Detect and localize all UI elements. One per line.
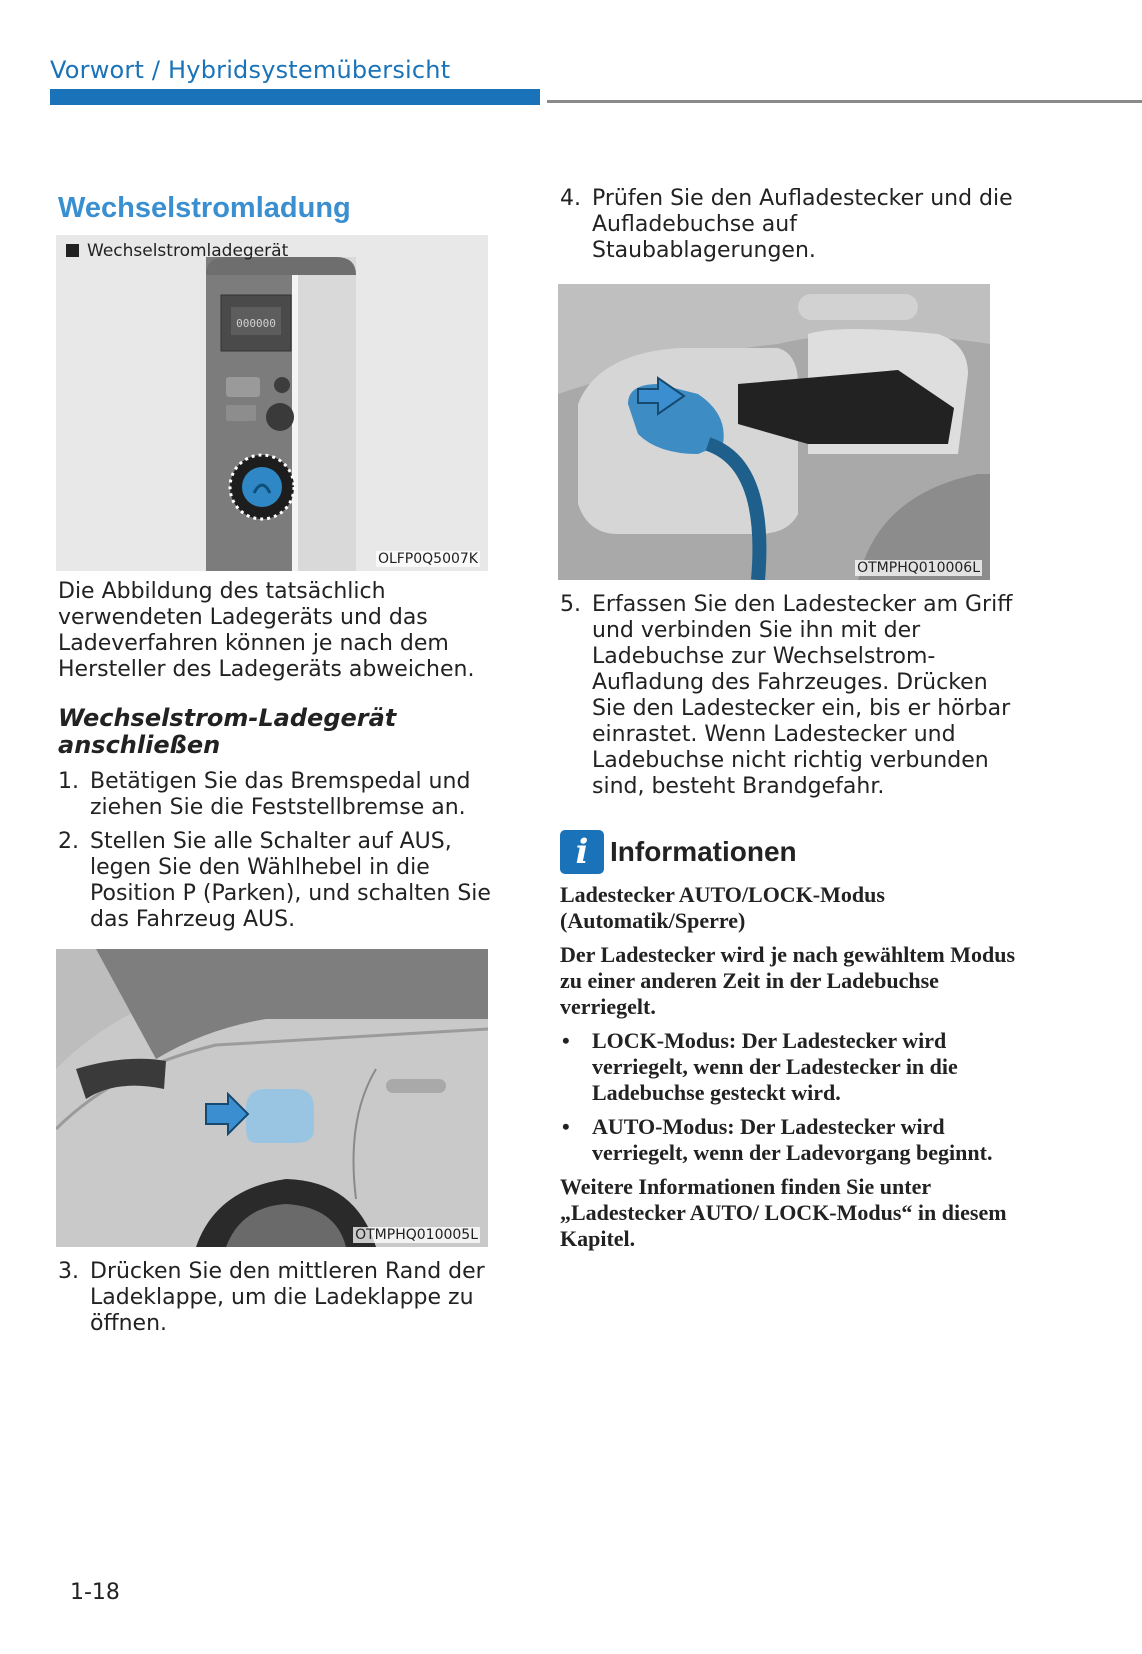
bullet-icon: • bbox=[562, 1028, 570, 1053]
breadcrumb: Vorwort / Hybridsystemübersicht bbox=[50, 56, 451, 84]
info-header bbox=[560, 830, 1020, 874]
info-heading: Ladestecker AUTO/LOCK-Modus (Automatik/Sperre) bbox=[560, 882, 885, 933]
intro-paragraph: Die Abbildung des tatsächlich verwendeten Ladegeräts und das Ladeverfahren können je nach dem Hersteller des Ladegeräts abweichen. bbox=[58, 579, 475, 682]
list-item: 4. Prüfen Sie den Aufladestecker und die Aufladebuchse auf Staubablagerungen. bbox=[560, 186, 1013, 263]
list-item: 2. Stellen Sie alle Schalter auf AUS, legen Sie den Wählhebel in die Position P (Parken), und schalten Sie das Fahrzeug AUS. bbox=[58, 829, 491, 932]
right-column bbox=[560, 186, 1020, 1260]
figure-code: OTMPHQ010006L bbox=[857, 560, 980, 576]
header-rule-accent bbox=[50, 89, 540, 105]
charge-door-figure bbox=[56, 949, 488, 1247]
plug-connection-illustration bbox=[558, 284, 990, 580]
plug-connection-figure bbox=[558, 284, 990, 580]
ac-charger-illustration bbox=[56, 235, 488, 571]
info-paragraph: Der Ladestecker wird je nach gewähltem Modus zu einer anderen Zeit in der Ladebuchse verriegelt. bbox=[560, 942, 1016, 1019]
info-box bbox=[560, 830, 1020, 1252]
bullet-icon: • bbox=[562, 1114, 570, 1139]
info-icon: i bbox=[560, 830, 604, 874]
left-column bbox=[58, 192, 518, 1345]
info-footer: Weitere Informationen finden Sie unter „Ladestecker AUTO/ LOCK-Modus“ in diesem Kapitel. bbox=[560, 1174, 1007, 1251]
step-list bbox=[560, 592, 1020, 800]
step-list bbox=[58, 769, 518, 933]
square-bullet-icon bbox=[66, 244, 79, 257]
list-item: 1. Betätigen Sie das Bremspedal und ziehen Sie die Feststellbremse an. bbox=[58, 769, 471, 820]
list-item: 3. Drücken Sie den mittleren Rand der Ladeklappe, um die Ladeklappe zu öffnen. bbox=[58, 1259, 485, 1336]
info-bullet-list bbox=[560, 1028, 1020, 1166]
list-item: • AUTO-Modus: Der Ladestecker wird verriegelt, wenn der Ladevorgang beginnt. bbox=[562, 1114, 993, 1165]
charge-door-illustration bbox=[56, 949, 488, 1247]
figure-caption: Wechselstromladegerät bbox=[66, 241, 288, 261]
page-number: 1-18 bbox=[70, 1580, 120, 1605]
section-title: Wechselstromladung bbox=[58, 192, 351, 224]
display-readout: 000000 bbox=[236, 317, 276, 330]
figure-code: OLFP0Q5007K bbox=[377, 551, 478, 567]
subheading: Wechselstrom-Ladegerät anschließen bbox=[58, 704, 397, 759]
info-title: Informationen bbox=[610, 836, 797, 867]
list-item: 5. Erfassen Sie den Ladestecker am Griff und verbinden Sie ihn mit der Ladebuchse zur Wechselstrom-Aufladung des Fahrzeuges. Drücken Sie den Ladestecker ein, bis er hörbar einrastet. Wenn Ladestecker und Ladebuchse nicht richtig verbunden sind, besteht Brandgefahr. bbox=[560, 592, 1013, 799]
header-rule bbox=[547, 100, 1142, 103]
figure-code: OTMPHQ010005L bbox=[355, 1227, 478, 1243]
step-list bbox=[560, 186, 1020, 264]
list-item: • LOCK-Modus: Der Ladestecker wird verriegelt, wenn der Ladestecker in die Ladebuchse gesteckt wird. bbox=[562, 1028, 958, 1105]
charger-figure bbox=[56, 235, 488, 571]
step-list bbox=[58, 1259, 518, 1337]
